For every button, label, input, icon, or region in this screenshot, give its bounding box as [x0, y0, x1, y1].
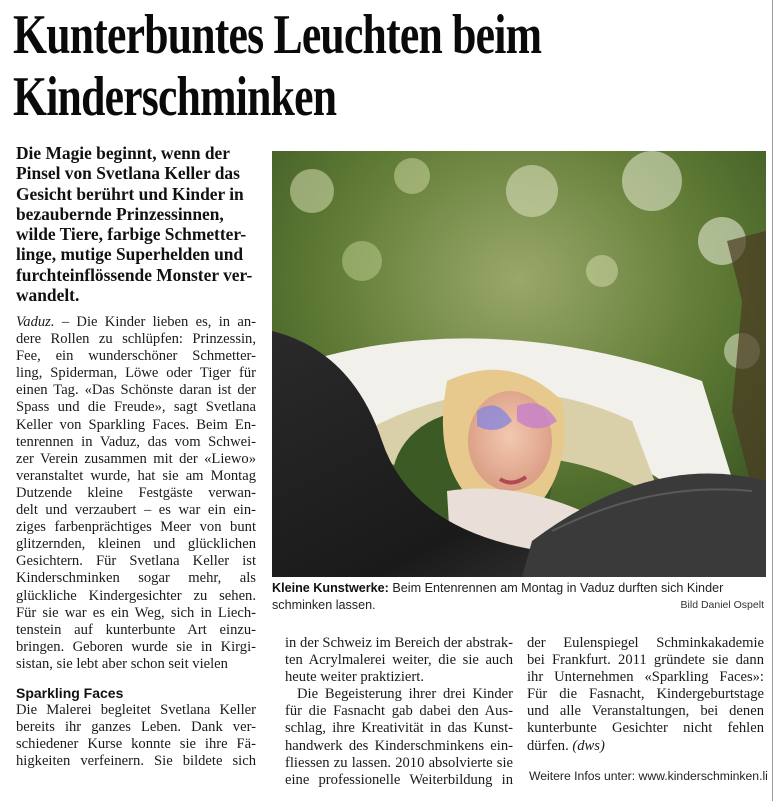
body-line: kunterbunte Gesichter nicht fehlen — [527, 720, 764, 737]
body-line: higkeiten verfeinern. Sie bildete sich — [16, 753, 256, 770]
info-link-line: Weitere Infos unter: www.kinderschminken.li — [529, 769, 768, 783]
caption-title: Kleine Kunstwerke: — [272, 581, 389, 595]
body-line: heute weiter praktiziert. — [285, 669, 424, 686]
body-line: Kinderschminken sogar mehr, als — [16, 570, 256, 587]
body-line: ihr Unternehmen «Sparkling Faces»: — [527, 669, 764, 686]
body-line: Für die Fasnacht, Kindergeburtstage — [527, 686, 764, 703]
body-line: ziges farbenprächtiges Meer von bunt — [16, 519, 256, 536]
body-line: fliessen zu lassen. 2010 absolvierte sie — [285, 754, 513, 771]
headline-line-2: Kinderschminken — [13, 66, 337, 128]
lead-line: Gesicht berührt und Kinder in — [16, 183, 244, 204]
body-line: delt und verzaubert – es war ein ein- — [16, 502, 256, 519]
photo-image — [272, 151, 766, 577]
photo-credit: Bild Daniel Ospelt — [680, 599, 764, 611]
lead-line: furchteinflössende Monster ver- — [16, 264, 253, 285]
body-line: ten Acrylmalerei weiter, die sie auch — [285, 652, 513, 669]
caption-text: Beim Entenrennen am Montag in Vaduz durften sich Kinder schminken lassen. — [272, 581, 724, 612]
body-line: schlag, ihre Kreativität in das Kunst- — [285, 720, 513, 737]
subheading: Sparkling Faces — [16, 684, 124, 701]
body-line: in der Schweiz im Bereich der abstrak- — [285, 635, 513, 651]
body-line: bringen. Geboren wurde sie in Kirgi- — [16, 638, 256, 655]
body-line: bei Frankfurt. 2011 gründete sie dann — [527, 652, 764, 669]
lead-line: linge, mutige Superhelden und — [16, 244, 244, 265]
body-line: glitzernden, kleinen und glücklichen — [16, 536, 256, 553]
body-line: sistan, sie lebt aber schon seit vielen — [16, 655, 228, 672]
body-line: Dutzende kleine Festgäste verwan- — [16, 484, 256, 501]
dateline: Vaduz. — [16, 314, 55, 330]
body-line: handwerk des Kinderschminkens ein- — [285, 737, 513, 754]
body-line: Die Malerei begleitet Svetlana Keller — [16, 701, 256, 718]
lead-line: wandelt. — [16, 285, 80, 306]
body-line: veranstaltet wurde, hat sie am Montag — [16, 467, 256, 484]
body-column-1 — [16, 314, 256, 770]
body-line: glückliche Kindergesichter zu sehen. — [16, 587, 256, 604]
body-line: zer Verein zusammen mit der «Liewo» — [16, 450, 256, 467]
body-line: dere Rollen zu schlüpfen: Prinzessin, — [16, 331, 256, 348]
body-column-2 — [285, 635, 513, 789]
body-line: Fee, ein wunderschöner Schmetter- — [16, 348, 256, 365]
lead-line: Die Magie beginnt, wenn der — [16, 143, 230, 163]
body-line: schiedener Kurse konnte sie ihre Fä- — [16, 736, 256, 753]
body-line: Die Begeisterung ihrer drei Kinder — [297, 686, 513, 703]
body-line: Keller von Sparkling Faces. Beim En- — [16, 416, 256, 433]
body-line: Für sie war es ein Weg, sich in Liech- — [16, 604, 256, 621]
body-line: für die Fasnacht gab dabei den Aus- — [285, 703, 513, 720]
headline — [13, 4, 590, 128]
author-initials: (dws) — [572, 737, 605, 754]
column-rule — [772, 0, 773, 801]
lead-line: wilde Tiere, farbige Schmetter- — [16, 224, 247, 245]
body-column-3 — [527, 635, 764, 755]
article-photo — [272, 151, 766, 577]
body-line: Gesichtern. Für Svetlana Keller ist — [16, 553, 256, 570]
lead-line: bezaubernde Prinzessinnen, — [16, 203, 224, 224]
body-line: dürfen. (dws) — [527, 737, 605, 754]
body-line: Spass und die Freude», sagt Svetlana — [16, 399, 256, 416]
body-line: ling, Spiderman, Löwe oder Tiger für — [16, 365, 256, 382]
lead-paragraph — [16, 143, 266, 305]
body-line: tenrennen in Vaduz, das vom Schwei- — [16, 433, 256, 450]
headline-line-1: Kunterbuntes Leuchten beim — [13, 4, 542, 66]
body-line: Vaduz. – Die Kinder lieben es, in an- — [16, 314, 256, 330]
lead-line: Pinsel von Svetlana Keller das — [16, 163, 240, 184]
body-line: und alle Veranstaltungen, bei denen — [527, 703, 764, 720]
body-line: der Eulenspiegel Schminkakademie — [527, 635, 764, 651]
body-line: tenstein auf kunterbunte Art einzu- — [16, 621, 256, 638]
body-line: eine professionelle Weiterbildung in — [285, 771, 513, 788]
body-line: einen Tag. «Das Schönste daran ist der — [16, 382, 256, 399]
body-line: bereits ihr ganzes Leben. Dank ver- — [16, 719, 256, 736]
